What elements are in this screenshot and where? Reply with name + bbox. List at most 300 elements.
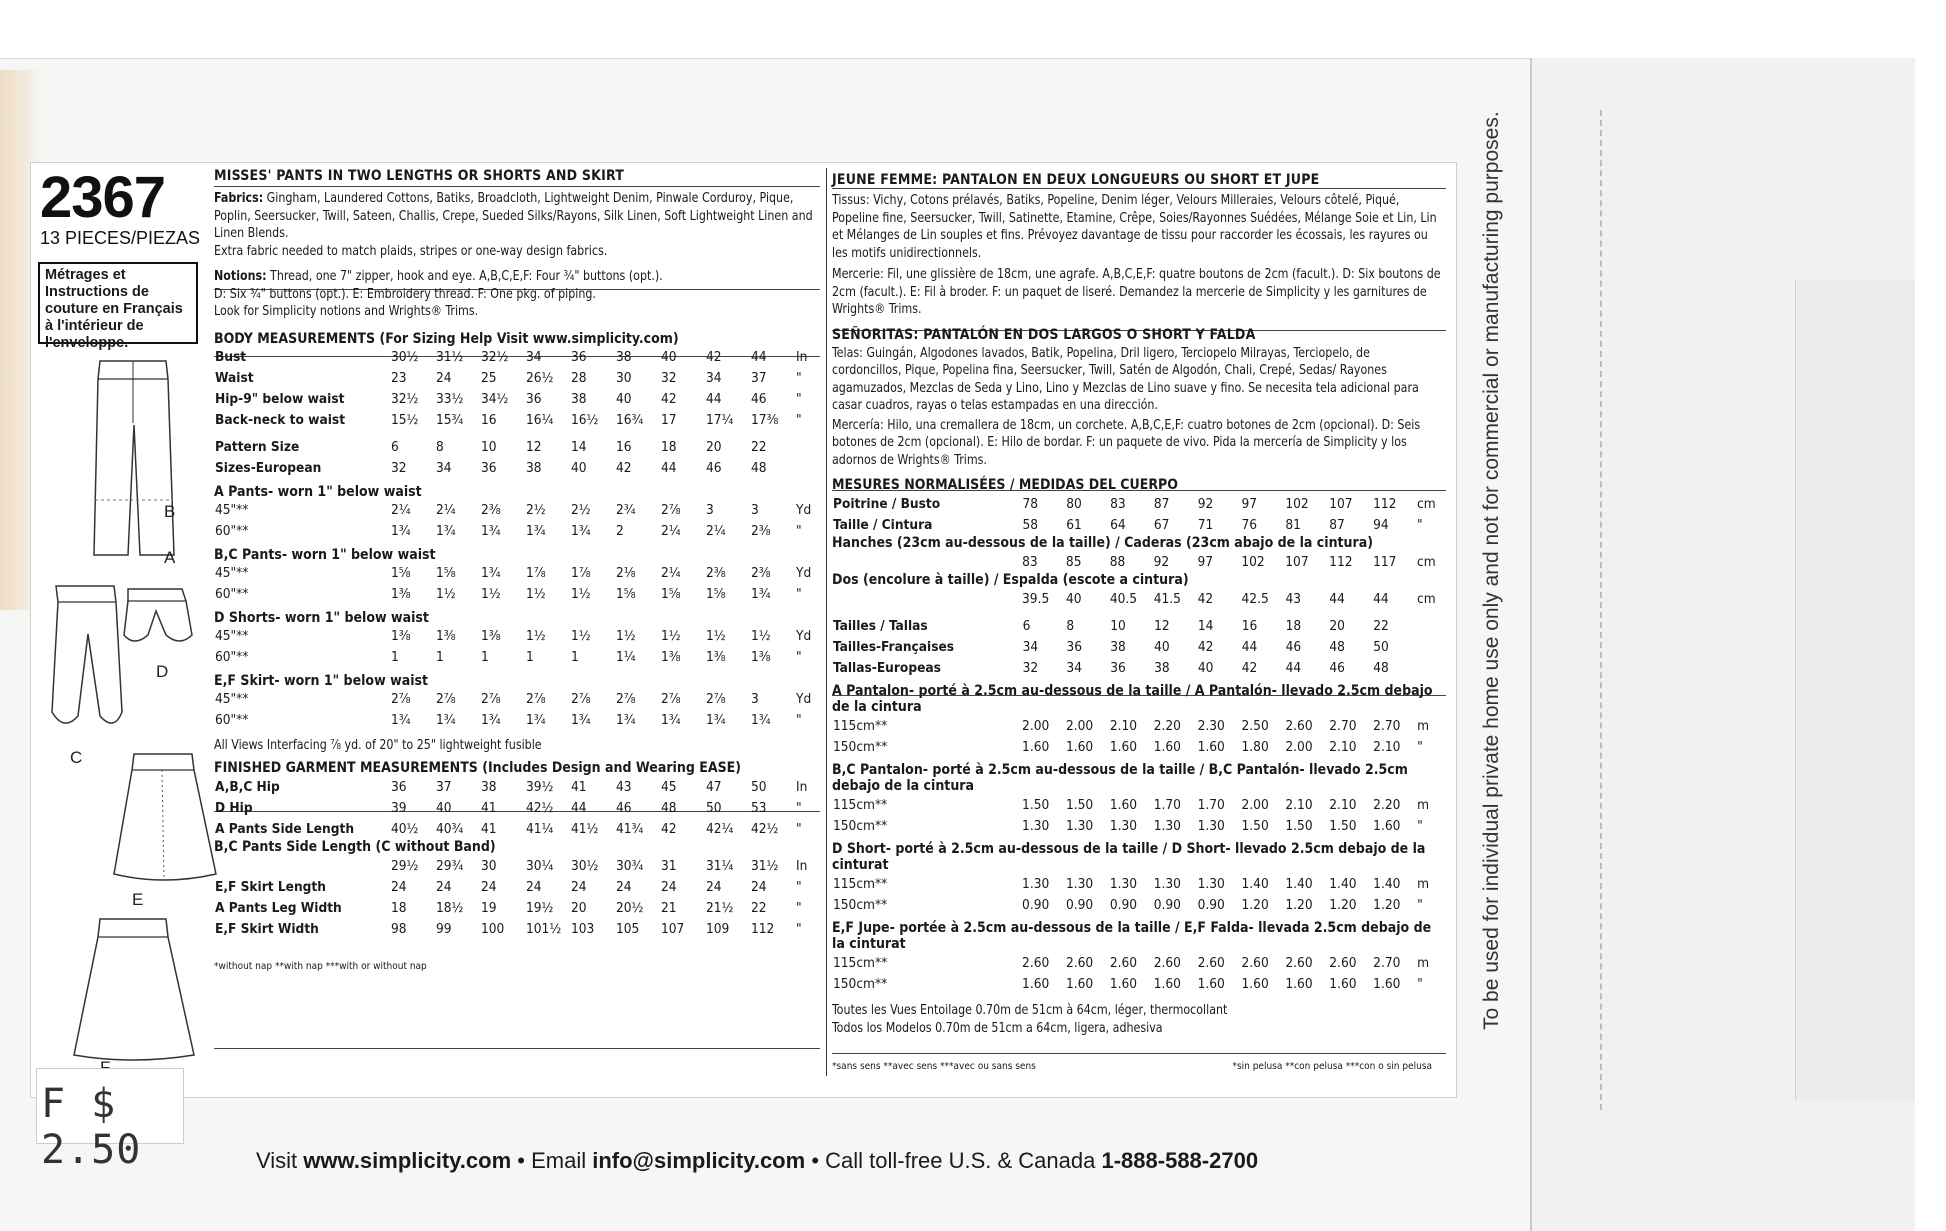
french-spanish-column: [832, 172, 1446, 1072]
table-cell: 1¾: [526, 712, 546, 728]
table-row: [832, 973, 1446, 994]
table-cell: 1.60: [1065, 738, 1094, 755]
yardage-view-title: D Short- porté à 2.5cm au-dessous de la taille / D Short- llevado 2.5cm debajo de la cinturat: [832, 841, 1426, 873]
table-cell: 1¾: [571, 712, 591, 728]
table-cell: 40: [571, 460, 587, 476]
table-cell: 29½: [391, 857, 419, 874]
table-row: [214, 710, 819, 731]
table-cell: 1.30: [1022, 875, 1050, 892]
table-cell: 18½: [436, 899, 464, 916]
table-cell: 1.60: [1197, 975, 1225, 992]
table-cell: 87: [1329, 516, 1345, 533]
table-cell: 1¾: [571, 523, 591, 539]
table-cell: 1¾: [481, 565, 501, 581]
unit-cell: Yd: [796, 565, 812, 581]
table-cell: 42¼: [706, 820, 734, 837]
row-label: 115cm**: [833, 796, 888, 813]
unit-cell: ": [1417, 896, 1423, 913]
table-cell: 92: [1197, 495, 1214, 512]
row-label: Back-neck to waist: [215, 412, 346, 428]
table-cell: 40¾: [436, 820, 464, 837]
row-label: 45"**: [215, 628, 249, 644]
row-label: Hip-9" below waist: [215, 391, 345, 407]
table-row: [214, 918, 819, 939]
table-cell: 1.60: [1022, 738, 1050, 755]
table-cell: 3: [706, 502, 714, 518]
table-cell: 1½: [661, 628, 681, 644]
row-label: 150cm**: [833, 975, 888, 992]
table-cell: 76: [1241, 516, 1258, 533]
table-cell: 1.30: [1153, 817, 1181, 834]
table-cell: 1⅜: [706, 649, 726, 665]
unit-cell: ": [796, 370, 802, 386]
price-sticker: F $ 2.50: [36, 1068, 184, 1144]
table-cell: 50: [706, 799, 722, 816]
table-cell: 67: [1153, 516, 1170, 533]
table-row: [832, 493, 1446, 514]
metric-measurements-header: MESURES NORMALISÉES / MEDIDAS DEL CUERPO: [832, 477, 1178, 493]
table-cell: 12: [1154, 617, 1170, 634]
table-cell: 1¾: [661, 712, 681, 728]
table-cell: 6: [391, 439, 399, 455]
table-cell: 16¼: [526, 412, 554, 428]
table-cell: 2.00: [1065, 717, 1094, 734]
table-cell: 38: [1110, 638, 1126, 655]
table-cell: 1⅜: [481, 628, 501, 644]
yardage-table: [214, 626, 819, 668]
yardage-table: [832, 952, 1446, 994]
table-cell: 1⅜: [391, 628, 411, 644]
table-cell: 1½: [526, 586, 546, 602]
section-rule: [214, 1048, 820, 1049]
pieces-count: 13 PIECES/PIEZAS: [40, 228, 201, 248]
unit-cell: ": [796, 712, 802, 728]
notions-line-1: Thread, one 7" zipper, hook and eye. A,B,C,E,F: Four ¾" buttons (opt.).: [270, 269, 663, 284]
table-cell: 8: [1066, 617, 1075, 634]
row-label: 60"**: [215, 586, 249, 602]
table-cell: 97: [1241, 495, 1258, 512]
table-row: [214, 797, 819, 818]
table-cell: 42: [1197, 590, 1214, 607]
table-cell: 30: [616, 370, 632, 386]
table-cell: 22: [751, 439, 767, 455]
table-cell: 40: [661, 349, 677, 365]
yardage-table: [832, 873, 1446, 915]
row-label: Pattern Size: [215, 439, 300, 455]
pattern-number: 2367: [40, 165, 166, 230]
table-cell: 46: [1285, 638, 1302, 655]
table-cell: 92: [1153, 553, 1170, 570]
sizes-table: [214, 437, 819, 479]
table-cell: 2.00: [1022, 717, 1050, 734]
dos-title: Dos (encolure à taille) / Espalda (escote a cintura): [832, 572, 1189, 588]
finished-measurements-header: FINISHED GARMENT MEASUREMENTS (Includes Design and Wearing EASE): [214, 760, 742, 776]
table-cell: 2⅞: [571, 691, 591, 707]
table-cell: 42: [1197, 638, 1214, 655]
table-cell: 1¾: [436, 712, 456, 728]
table-cell: 2.70: [1329, 717, 1357, 734]
table-cell: 25: [481, 370, 497, 386]
row-label: [832, 551, 1021, 572]
unit-cell: ": [796, 820, 802, 837]
footnote-fr: *sans sens **avec sens ***avec ou sans sens: [832, 1061, 1036, 1072]
table-cell: 24: [751, 878, 767, 895]
tissus-paragraph: Tissus: Vichy, Cotons prélavés, Batiks, Popeline, Denim léger, Velours Milleraies, Velours côtelé, Piqué, Popeline fine, Seersucker, Twill, Satinette, Etamine, Crêpe, Soies/Rayonnes Suédées, Mélange Soie et Lin, Lin et Mélanges de Lin souples et fins. Prévoyez davantage de tissu pour raccorder les écossais, les rayures ou les motifs unidirectionnels.: [832, 193, 1437, 261]
call-label: • Call toll-free U.S. & Canada: [811, 1148, 1096, 1173]
extra-fabric-note: Extra fabric needed to match plaids, stripes or one-way design fabrics.: [214, 243, 608, 259]
table-cell: 1¾: [481, 712, 501, 728]
row-label: 150cm**: [833, 738, 888, 755]
row-label: D Hip: [215, 799, 253, 816]
table-cell: 1.20: [1285, 896, 1313, 913]
table-row: [214, 818, 819, 839]
table-cell: 30½: [571, 857, 599, 874]
table-cell: 2.60: [1329, 954, 1357, 971]
table-cell: 2.70: [1373, 954, 1401, 971]
row-label: 115cm**: [833, 954, 888, 971]
table-cell: 40: [436, 799, 452, 816]
table-row: [214, 389, 819, 410]
table-cell: 44: [1285, 659, 1302, 676]
table-cell: 41¾: [616, 820, 644, 837]
table-cell: 40: [1154, 638, 1170, 655]
table-cell: 40.5: [1109, 590, 1138, 607]
table-cell: 36: [571, 349, 587, 365]
table-cell: 2.10: [1329, 738, 1357, 755]
table-cell: 40½: [391, 820, 419, 837]
table-cell: 2⅞: [526, 691, 546, 707]
table-cell: 36: [391, 778, 407, 795]
table-cell: 1.50: [1285, 817, 1313, 834]
phone-number[interactable]: 1-888-588-2700: [1101, 1148, 1259, 1173]
table-cell: 1.30: [1109, 817, 1138, 834]
table-cell: 42: [616, 460, 632, 476]
unit-cell: m: [1417, 796, 1429, 813]
table-row: [214, 897, 819, 918]
notions-label: Notions:: [214, 269, 267, 284]
french-title: JEUNE FEMME: PANTALON EN DEUX LONGUEURS OU SHORT ET JUPE: [832, 172, 1320, 188]
entoilage-fr: Toutes les Vues Entoilage 0.70m de 51cm à 64cm, léger, thermocollant: [832, 1003, 1228, 1018]
table-cell: 50: [751, 778, 767, 795]
row-label: Tailles-Françaises: [833, 638, 955, 655]
table-cell: 20: [706, 439, 722, 455]
unit-cell: cm: [1416, 553, 1436, 570]
flap-fold-line: [1600, 110, 1612, 1110]
table-cell: 19: [481, 899, 497, 916]
unit-cell: cm: [1417, 590, 1436, 607]
table-cell: 14: [571, 439, 587, 455]
table-cell: 24: [436, 370, 452, 386]
row-label: E,F Skirt Length: [215, 878, 326, 895]
table-cell: 1⅜: [391, 586, 411, 602]
unit-cell: ": [1417, 975, 1423, 992]
unit-cell: ": [796, 920, 802, 937]
table-cell: 99: [436, 920, 452, 937]
table-cell: 107: [661, 920, 685, 937]
table-cell: 1.60: [1373, 975, 1401, 992]
table-row: [214, 689, 819, 710]
fabrics-list: Gingham, Laundered Cottons, Batiks, Broadcloth, Lightweight Denim, Pinwale Corduroy, Pique, Poplin, Seersucker, Twill, Sateen, Challis, Crepe, Sueded Silks/Rayons, Silk Linen, Soft Lightweight Linen and Linen Blends.: [214, 191, 813, 241]
table-row: [832, 873, 1446, 894]
table-cell: 22: [751, 899, 767, 916]
table-cell: 30¼: [526, 857, 554, 874]
unit-cell: ": [796, 412, 802, 428]
table-row: [214, 647, 819, 668]
table-cell: 3: [751, 502, 759, 518]
table-cell: 2⅛: [616, 565, 636, 581]
table-cell: 1⅜: [436, 628, 456, 644]
table-cell: 31¼: [706, 857, 734, 874]
table-row: [214, 626, 819, 647]
table-cell: 0.90: [1065, 896, 1094, 913]
table-cell: 2.60: [1197, 954, 1225, 971]
table-cell: 2¼: [661, 565, 681, 581]
table-cell: 41¼: [526, 820, 554, 837]
table-cell: 41: [571, 778, 587, 795]
table-cell: 37: [436, 778, 452, 795]
table-cell: 1.40: [1285, 875, 1313, 892]
table-cell: 44: [751, 349, 767, 365]
table-cell: 38: [571, 391, 587, 407]
unit-cell: Yd: [796, 691, 812, 707]
fabrics-label: Fabrics:: [214, 191, 264, 206]
table-cell: 29¾: [436, 857, 464, 874]
table-cell: 1¾: [751, 586, 771, 602]
yardage-view-title: A Pants- worn 1" below waist: [214, 483, 422, 500]
table-cell: 1½: [616, 628, 636, 644]
table-cell: 2.60: [1285, 954, 1313, 971]
table-cell: 21: [661, 899, 677, 916]
table-row: [214, 855, 819, 876]
notions-paragraph: [214, 268, 816, 286]
row-label: Taille / Cintura: [833, 516, 933, 533]
table-cell: 34: [436, 460, 452, 476]
table-cell: 1.30: [1197, 875, 1225, 892]
table-cell: 48: [661, 799, 677, 816]
table-cell: 38: [1154, 659, 1170, 676]
table-row: [832, 588, 1446, 609]
table-cell: 1¾: [706, 712, 726, 728]
table-cell: 18: [391, 899, 407, 916]
table-cell: 31½: [751, 857, 779, 874]
table-cell: 36: [481, 460, 497, 476]
unit-cell: ": [1416, 516, 1423, 533]
table-cell: 1.70: [1153, 796, 1181, 813]
table-cell: 44: [661, 460, 677, 476]
table-cell: 44: [1329, 590, 1345, 607]
table-cell: 34: [1022, 638, 1039, 655]
email-link[interactable]: info@simplicity.com: [592, 1148, 806, 1173]
unit-cell: ": [1417, 817, 1423, 834]
table-cell: 2.70: [1373, 717, 1401, 734]
table-cell: 14: [1197, 617, 1214, 634]
row-label: A Pants Side Length: [215, 820, 355, 837]
table-cell: 94: [1373, 516, 1389, 533]
table-cell: 2.10: [1373, 738, 1401, 755]
table-row: [214, 437, 819, 458]
unit-cell: ": [796, 899, 802, 916]
flap-inner-panel: [1795, 280, 1915, 1100]
unit-cell: ": [796, 649, 802, 665]
table-cell: 1½: [436, 586, 456, 602]
table-cell: 102: [1241, 553, 1265, 570]
table-cell: 81: [1285, 516, 1301, 533]
table-cell: 112: [1373, 495, 1397, 512]
table-row: [832, 794, 1446, 815]
table-cell: 61: [1066, 516, 1082, 533]
table-cell: 1¾: [526, 523, 546, 539]
table-cell: 58: [1022, 516, 1039, 533]
unit-cell: ": [1417, 738, 1423, 755]
unit-cell: [795, 437, 819, 458]
unit-cell: cm: [1416, 495, 1436, 512]
table-cell: 2⅜: [481, 502, 501, 518]
english-footnote: *without nap **with nap ***with or without nap: [214, 961, 427, 972]
french-footnotes: [832, 1061, 1432, 1072]
unit-cell: m: [1417, 875, 1429, 892]
table-cell: 32: [1022, 659, 1039, 676]
unit-cell: [795, 458, 819, 479]
unit-cell: ": [796, 391, 802, 407]
table-cell: 3: [751, 691, 759, 707]
table-cell: 45: [661, 778, 677, 795]
table-row: [832, 636, 1446, 657]
table-cell: 8: [436, 439, 444, 455]
table-cell: 46: [1329, 659, 1345, 676]
table-row: [214, 347, 819, 368]
table-cell: 32½: [481, 349, 509, 365]
table-cell: 2¼: [391, 502, 411, 518]
table-cell: 1.50: [1065, 796, 1094, 813]
yardage-view-title: B,C Pants- worn 1" below waist: [214, 546, 436, 563]
table-cell: 24: [616, 878, 632, 895]
table-cell: 24: [661, 878, 677, 895]
table-cell: 34: [526, 349, 542, 365]
fabrics-paragraph: [214, 190, 816, 243]
table-cell: 71: [1197, 516, 1214, 533]
table-row: [832, 657, 1446, 678]
table-cell: 103: [571, 920, 595, 937]
unit-cell: In: [796, 778, 808, 795]
table-cell: 117: [1373, 553, 1397, 570]
table-cell: 1.50: [1022, 796, 1050, 813]
table-cell: 2⅞: [706, 691, 726, 707]
interfacing-note: All Views Interfacing ⅞ yd. of 20" to 25" lightweight fusible: [214, 737, 542, 753]
table-cell: 10: [481, 439, 497, 455]
row-label: 60"**: [215, 649, 249, 665]
row-label: Bust: [215, 349, 247, 365]
row-label: A,B,C Hip: [215, 778, 280, 795]
row-label: E,F Skirt Width: [215, 920, 319, 937]
row-label: Tailles / Tallas: [833, 617, 928, 634]
table-cell: 1.60: [1109, 796, 1138, 813]
table-cell: 39½: [526, 778, 554, 795]
english-title: MISSES' PANTS IN TWO LENGTHS OR SHORTS AND SKIRT: [214, 168, 625, 184]
row-label: 45"**: [215, 565, 249, 581]
table-cell: 30½: [391, 349, 419, 365]
spanish-title: SEÑORITAS: PANTALÓN EN DOS LARGOS O SHORT Y FALDA: [832, 326, 1256, 343]
table-cell: 2⅞: [661, 502, 681, 518]
table-cell: 2.60: [1241, 954, 1269, 971]
table-cell: 2⅞: [661, 691, 681, 707]
row-label: 60"**: [215, 712, 249, 728]
table-cell: 42½: [526, 799, 554, 816]
unit-cell: In: [796, 857, 808, 874]
table-cell: 2.00: [1241, 796, 1269, 813]
table-cell: 44: [1241, 638, 1258, 655]
unit-cell: Yd: [796, 628, 812, 644]
row-label: [214, 855, 390, 876]
bc-side-length-title: B,C Pants Side Length (C without Band): [214, 839, 496, 855]
table-cell: 24: [481, 878, 497, 895]
table-cell: 1.30: [1022, 817, 1050, 834]
website-link[interactable]: www.simplicity.com: [303, 1148, 512, 1173]
table-cell: 34: [1066, 659, 1082, 676]
table-cell: 30¾: [616, 857, 644, 874]
table-cell: 44: [571, 799, 587, 816]
table-cell: 16¾: [616, 412, 644, 428]
table-cell: 1.60: [1329, 975, 1357, 992]
table-cell: 1.60: [1241, 975, 1269, 992]
unit-cell: m: [1417, 954, 1429, 971]
table-cell: 87: [1153, 495, 1170, 512]
table-cell: 43: [616, 778, 632, 795]
table-cell: 16: [1241, 617, 1258, 634]
table-cell: 1⅝: [661, 586, 681, 602]
table-cell: 1½: [571, 628, 591, 644]
view-label-a: A: [164, 548, 176, 567]
table-cell: 2¾: [616, 502, 636, 518]
table-cell: 78: [1022, 495, 1039, 512]
table-cell: 41.5: [1153, 590, 1181, 607]
email-label: • Email: [517, 1148, 587, 1173]
table-cell: 17: [661, 412, 677, 428]
table-cell: 1.60: [1373, 817, 1401, 834]
table-cell: 1¾: [391, 712, 411, 728]
table-cell: 17¼: [706, 412, 734, 428]
table-cell: 1.80: [1241, 738, 1269, 755]
table-cell: 2.10: [1329, 796, 1357, 813]
table-cell: 16: [616, 439, 632, 455]
table-cell: 42: [1241, 659, 1258, 676]
unit-cell: ": [796, 586, 802, 602]
view-label-c: C: [70, 748, 83, 767]
finished-measurements-table: [214, 776, 819, 839]
table-cell: 2.00: [1285, 738, 1313, 755]
table-cell: 43: [1285, 590, 1301, 607]
table-cell: 0.90: [1153, 896, 1181, 913]
table-cell: 42: [661, 391, 677, 407]
table-cell: 1.20: [1329, 896, 1357, 913]
table-cell: 1⅞: [571, 565, 591, 581]
table-cell: 107: [1329, 495, 1353, 512]
table-cell: 1.30: [1065, 875, 1094, 892]
yardage-view-title: E,F Skirt- worn 1" below waist: [214, 672, 429, 689]
table-cell: 20½: [616, 899, 644, 916]
table-cell: 2⅞: [436, 691, 456, 707]
table-row: [214, 876, 819, 897]
mercerie-paragraph: Mercerie: Fil, une glissière de 18cm, une agrafe. A,B,C,E,F: quatre boutons de 2cm (facult.). D: Six boutons de 2cm (facult.). E: Fil à broder. F: un paquet de liseré. Demandez la mercerie de Simplicity y les garnitures de Wrights® Trims.: [832, 267, 1441, 317]
table-cell: 1½: [481, 586, 501, 602]
table-cell: 22: [1373, 617, 1389, 634]
view-label-b: B: [164, 502, 176, 521]
table-cell: 32½: [391, 391, 419, 407]
finished-measurements-table-2: [214, 876, 819, 939]
table-cell: 1½: [526, 628, 546, 644]
telas-paragraph: Telas: Guingán, Algodones lavados, Batik, Popelina, Dril ligero, Terciopelo Milrayas, Terciopelo, de cordoncillos, Pique, Popelina fina, Seersucker, Twill, Satén de Algodón, Chali, Crepé, Sedas/ Rayones agamuzados, Mezclas de Seda y Lino, Lino y Mezclas de Lino suave y fino. Se necesita tela adicional para casar cuadros, rayas o telas estampadas en una dirección.: [832, 345, 1419, 413]
table-row: [214, 500, 819, 521]
table-cell: 1: [436, 649, 444, 665]
